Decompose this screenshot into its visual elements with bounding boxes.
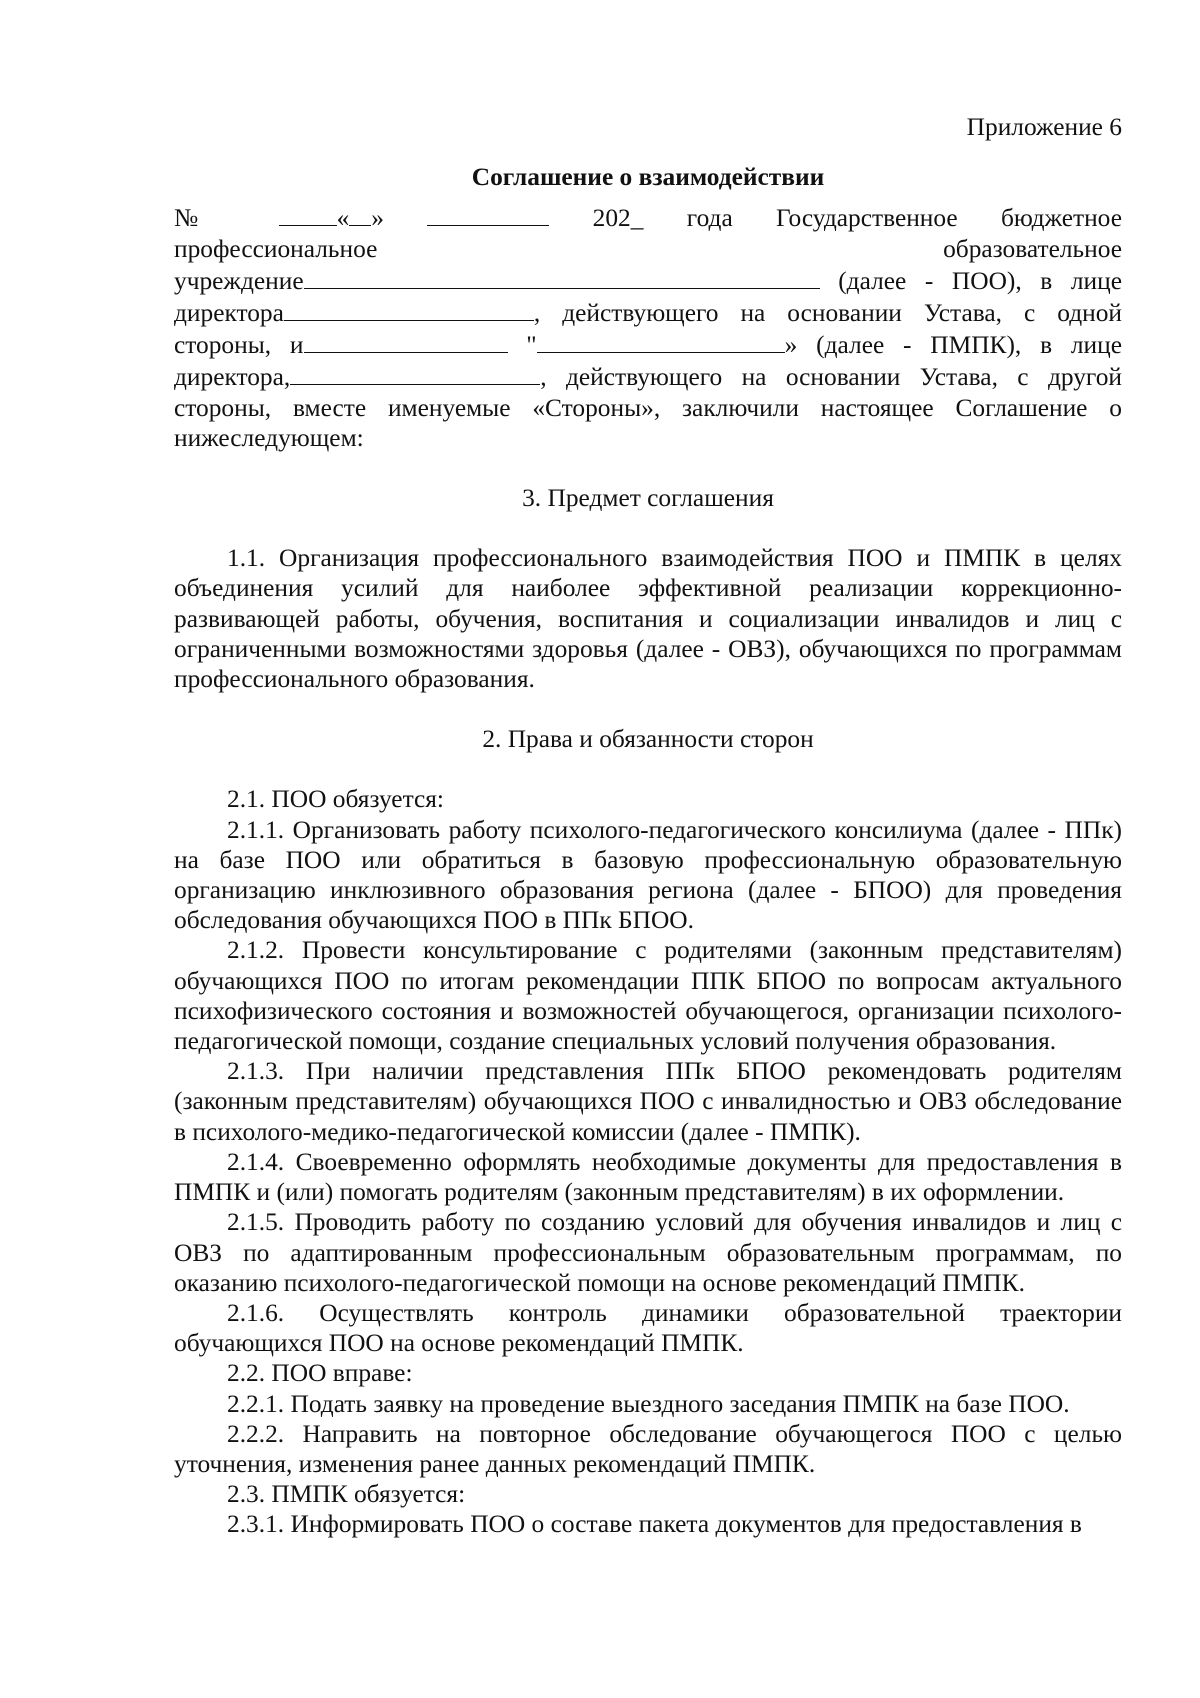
paragraph-2-1-5: 2.1.5. Проводить работу по созданию условий для обучения инвалидов и лиц с ОВЗ по адаптированным профессиональным образовательным программам, по оказанию психолого-педагогической помощи на основе рекомендаций ПМПК. [174, 1208, 1122, 1297]
section-title-rights: 2. Права и обязанности сторон [482, 725, 814, 754]
paragraph-2-3-1: 2.3.1. Информировать ПОО о составе пакета документов для предоставления в [227, 1510, 1082, 1539]
paragraph-2-1-1: 2.1.1. Организовать работу психолого-педагогического консилиума (далее - ППк) на базе ПОО или обратиться в базовую профессиональную образовательную организацию инклюзивного образования региона (далее - БПОО) для проведения обследования обучающихся ПОО в ППк БПОО. [174, 815, 1122, 935]
paragraph-2-1-2: 2.1.2. Провести консультирование с родителями (законным представителям) обучающихся ПОО по итогам рекомендации ППК БПОО по вопросам актуального психофизического состояния и возможностей обучающегося, организации психолого-педагогической помощи, создание специальных условий получения образования. [174, 936, 1122, 1056]
blank-day [279, 201, 337, 226]
paragraph-2-1: 2.1. ПОО обязуется: [227, 785, 444, 814]
blank-month [427, 201, 549, 226]
intro-line-5: стороны, и " » (далее - ПМПК), в лице [174, 328, 1122, 360]
paragraph-2-2-1: 2.2.1. Подать заявку на проведение выездного заседания ПМПК на базе ПОО. [227, 1389, 1070, 1418]
blank-party-2 [304, 328, 508, 353]
blank-pmpk-name [537, 328, 785, 353]
paragraph-2-1-6: 2.1.6. Осуществлять контроль динамики образовательной траектории обучающихся ПОО на основе рекомендаций ПМПК. [174, 1298, 1122, 1358]
paragraph-2-1-3: 2.1.3. При наличии представления ППк БПОО рекомендовать родителям (законным представителям) обучающихся ПОО с инвалидностью и ОВЗ обследование в психолого-медико-педагогической комиссии (далее - ПМПК). [174, 1057, 1122, 1146]
intro-line-3: учреждение (далее - ПОО), в лице [174, 264, 1122, 296]
intro-line-6: директора, , действующего на основании Устава, с другой [174, 360, 1122, 392]
document-page [174, 112, 1122, 1540]
blank-date [349, 201, 371, 226]
paragraph-1-1: 1.1. Организация профессионального взаимодействия ПОО и ПМПК в целях объединения усилий для наиболее эффективной реализации коррекционно-развивающей работы, обучения, воспитания и социализации инвалидов и лиц с ограниченными возможностями здоровья (далее - ОВЗ), обучающихся по программам профессионального образования. [174, 544, 1122, 694]
blank-director-2 [290, 360, 540, 385]
intro-line-8: нижеследующем: [174, 423, 364, 452]
paragraph-2-2: 2.2. ПОО вправе: [227, 1359, 413, 1388]
paragraph-2-2-2: 2.2.2. Направить на повторное обследование обучающегося ПОО с целью уточнения, изменения ранее данных рекомендаций ПМПК. [174, 1419, 1122, 1478]
paragraph-2-3: 2.3. ПМПК обязуется: [227, 1480, 466, 1509]
document-title: Соглашение о взаимодействии [471, 163, 825, 192]
intro-line-2: профессиональное образовательное [174, 234, 1122, 263]
intro-line-1: № « » 202_ года Государственное бюджетное [174, 201, 1122, 233]
section-rights-body [174, 784, 1122, 1539]
blank-institution [304, 264, 820, 289]
paragraph-2-1-4: 2.1.4. Своевременно оформлять необходимые документы для предоставления в ПМПК и (или) помогать родителям (законным представителям) в их оформлении. [174, 1147, 1122, 1207]
intro-line-4: директора , действующего на основании Устава, с одной [174, 296, 1122, 328]
appendix-label: Приложение 6 [966, 113, 1122, 141]
intro-block [174, 201, 1122, 453]
intro-line-7: стороны, вместе именуемые «Стороны», заключили настоящее Соглашение о [174, 393, 1122, 422]
section-subject-body [174, 543, 1122, 694]
blank-director-1 [284, 296, 534, 321]
section-title-subject: 3. Предмет соглашения [522, 484, 774, 513]
